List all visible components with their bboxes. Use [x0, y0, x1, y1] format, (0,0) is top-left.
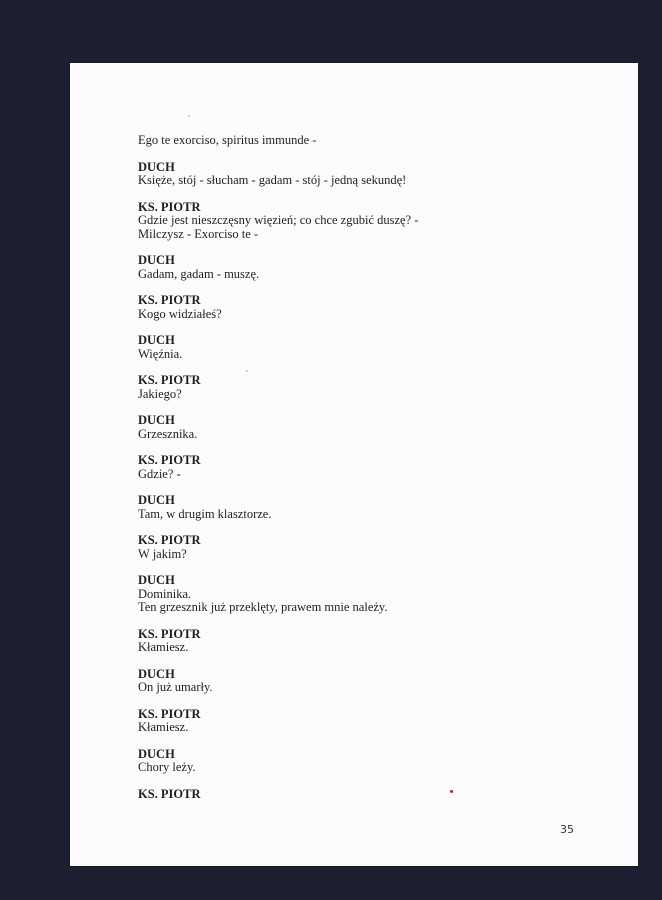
- dust-speck: [188, 115, 190, 117]
- stanza-gap: [138, 695, 608, 708]
- dialogue-line: Milczysz - Exorciso te -: [138, 226, 259, 241]
- speaker-name: KS. PIOTR: [138, 706, 201, 721]
- speaker-name: KS. PIOTR: [138, 453, 201, 467]
- speaker-name: KS. PIOTR: [138, 199, 201, 214]
- stanza-gap: [138, 361, 608, 374]
- stanza-gap: [138, 241, 608, 254]
- dust-speck: [246, 370, 248, 372]
- stanza-gap: [138, 655, 608, 668]
- speaker-name: DUCH: [138, 333, 175, 347]
- stanza-gap: [138, 481, 608, 494]
- dialogue-line: Gadam, gadam - muszę.: [138, 266, 260, 281]
- speaker-name: DUCH: [138, 413, 175, 427]
- dialogue-line: Więźnia.: [138, 346, 183, 361]
- speaker-name: KS. PIOTR: [138, 533, 201, 547]
- stanza-gap: [138, 441, 608, 454]
- dialogue-line: W jakim?: [138, 546, 187, 561]
- dialogue-line: Dominika.: [138, 586, 192, 601]
- stanza-gap: [138, 281, 608, 294]
- dialogue-line: Grzesznika.: [138, 426, 198, 441]
- dialogue-line: Tam, w drugim klasztorze.: [138, 506, 272, 521]
- dialogue-line: Jakiego?: [138, 386, 182, 401]
- page-number: 35: [560, 823, 574, 836]
- stanza-gap: [138, 615, 608, 628]
- paper-sheet: [70, 63, 638, 866]
- dialogue-line: Księże, stój - słucham - gadam - stój - jedną sekundę!: [138, 173, 407, 187]
- stanza-gap: [138, 401, 608, 414]
- speaker-name: KS. PIOTR: [138, 786, 201, 801]
- red-ink-dot: [450, 790, 453, 793]
- stanza-gap: [138, 321, 608, 334]
- drama-text: [138, 134, 608, 801]
- speaker-name: KS. PIOTR: [138, 626, 201, 641]
- dialogue-line: Gdzie jest nieszczęsny więzień; co chce zgubić duszę? -: [138, 213, 419, 227]
- stanza-gap: [138, 148, 608, 161]
- dialogue-line: Gdzie? -: [138, 466, 181, 481]
- dialogue-line: Ego te exorciso, spiritus immunde -: [138, 133, 317, 147]
- stanza-gap: [138, 735, 608, 748]
- stanza-gap: [138, 188, 608, 201]
- speaker-name: DUCH: [138, 159, 175, 174]
- speaker-name: DUCH: [138, 666, 175, 681]
- speaker-name: KS. PIOTR: [138, 293, 201, 307]
- dialogue-line: Kogo widziałeś?: [138, 306, 222, 321]
- dialogue-line: Chory leży.: [138, 760, 196, 774]
- stanza-gap: [138, 775, 608, 788]
- speaker-name: DUCH: [138, 746, 175, 761]
- speaker-name: DUCH: [138, 573, 175, 587]
- speaker-name: KS. PIOTR: [138, 373, 201, 387]
- speaker-name: DUCH: [138, 253, 175, 267]
- dialogue-line: On już umarły.: [138, 680, 213, 694]
- dialogue-line: Kłamiesz.: [138, 720, 189, 734]
- dialogue-line: Ten grzesznik już przeklęty, prawem mnie należy.: [138, 600, 388, 614]
- dialogue-line: Kłamiesz.: [138, 640, 189, 654]
- stanza-gap: [138, 521, 608, 534]
- stanza-gap: [138, 561, 608, 574]
- speaker-name: DUCH: [138, 493, 175, 507]
